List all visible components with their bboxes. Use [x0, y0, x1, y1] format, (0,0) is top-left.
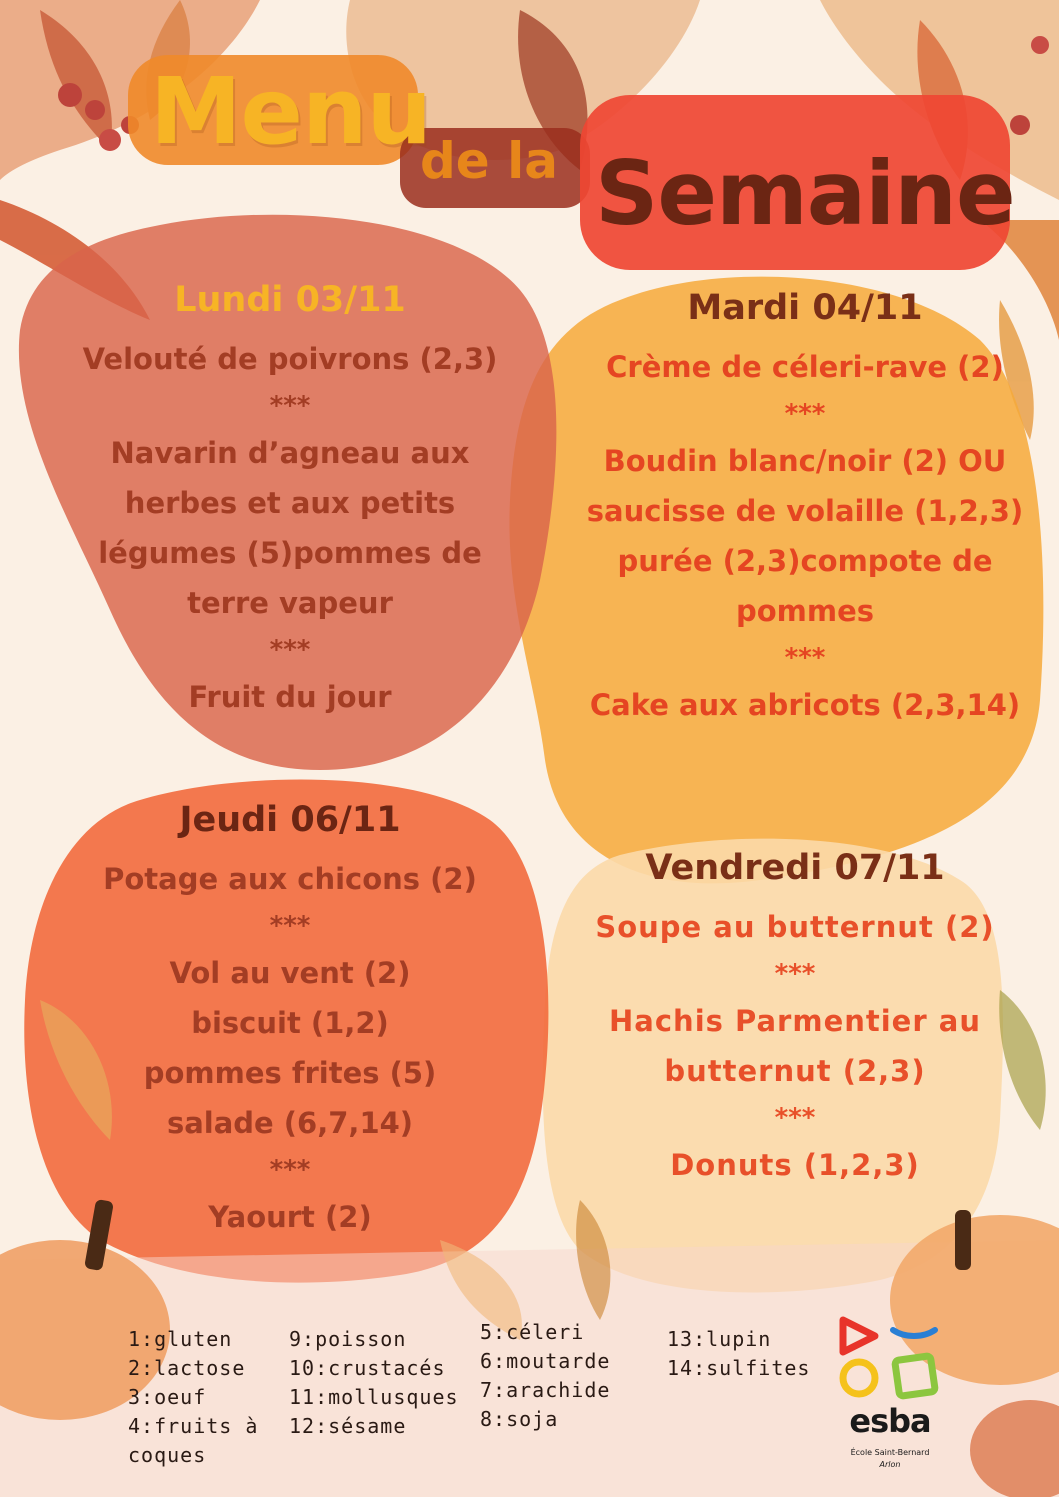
- allergen-item: 6:moutarde: [480, 1349, 611, 1373]
- day-lundi: [60, 280, 520, 722]
- day-title: Mardi 04/11: [687, 288, 923, 328]
- menu-line: Crème de céleri-rave (2): [606, 350, 1004, 384]
- logo-city: Arlon: [879, 1460, 901, 1469]
- separator: ***: [784, 643, 826, 673]
- allergen-item: 8:soja: [480, 1407, 559, 1431]
- allergen-item: 14:sulfites: [667, 1356, 811, 1380]
- allergen-item: 2:lactose: [128, 1356, 246, 1380]
- allergen-item: 4:fruits à: [128, 1414, 259, 1438]
- menu-line: pommes frites (5): [143, 1056, 437, 1090]
- menu-line: Boudin blanc/noir (2) OU: [603, 444, 1007, 478]
- allergen-item: 5:céleri: [480, 1320, 585, 1344]
- allergen-column-3: [480, 1318, 610, 1434]
- separator: ***: [269, 391, 311, 421]
- day-title: Lundi 03/11: [174, 280, 406, 320]
- menu-line: pommes: [735, 594, 875, 628]
- day-title: Vendredi 07/11: [645, 848, 945, 888]
- title-semaine: Semaine: [595, 142, 1015, 245]
- logo-name: esba: [849, 1402, 931, 1440]
- menu-line: saucisse de volaille (1,2,3): [586, 494, 1024, 528]
- day-title: Jeudi 06/11: [179, 800, 401, 840]
- menu-line: Vol au vent (2): [169, 956, 411, 990]
- allergen-item: 10:crustacés: [289, 1356, 446, 1380]
- allergen-column-4: [667, 1325, 810, 1383]
- allergen-item: 12:sésame: [289, 1414, 407, 1438]
- separator: ***: [784, 399, 826, 429]
- separator: ***: [269, 635, 311, 665]
- separator: ***: [774, 1103, 816, 1133]
- title-de-la: de la: [420, 132, 558, 190]
- allergen-item: coques: [128, 1443, 207, 1467]
- allergen-item: 13:lupin: [667, 1327, 772, 1351]
- menu-line: biscuit (1,2): [191, 1006, 389, 1040]
- menu-line: Yaourt (2): [208, 1200, 372, 1234]
- school-logo: [835, 1310, 945, 1480]
- menu-line: purée (2,3)compote de: [617, 544, 993, 578]
- menu-line: Cake aux abricots (2,3,14): [589, 688, 1021, 722]
- menu-line: Navarin d’agneau aux: [110, 436, 470, 470]
- menu-line: Velouté de poivrons (2,3): [82, 342, 498, 376]
- title-menu: Menu: [150, 58, 431, 165]
- menu-line: herbes et aux petits: [124, 486, 456, 520]
- allergen-item: 3:oeuf: [128, 1385, 207, 1409]
- allergen-item: 11:mollusques: [289, 1385, 459, 1409]
- logo-subtitle: École Saint-Bernard: [850, 1448, 930, 1457]
- separator: ***: [269, 911, 311, 941]
- allergen-item: 9:poisson: [289, 1327, 407, 1351]
- menu-line: Hachis Parmentier au: [609, 1004, 981, 1038]
- day-vendredi: [575, 848, 1015, 1190]
- menu-line: salade (6,7,14): [166, 1106, 414, 1140]
- menu-line: terre vapeur: [187, 586, 393, 620]
- menu-line: butternut (2,3): [664, 1054, 926, 1088]
- allergen-column-2: [289, 1325, 459, 1441]
- separator: ***: [774, 959, 816, 989]
- separator: ***: [269, 1155, 311, 1185]
- menu-line: Soupe au butternut (2): [595, 910, 995, 944]
- menu-line: Fruit du jour: [188, 680, 392, 714]
- allergen-item: 1:gluten: [128, 1327, 233, 1351]
- allergen-column-1: [128, 1325, 258, 1470]
- menu-line: Donuts (1,2,3): [670, 1148, 920, 1182]
- day-jeudi: [60, 800, 520, 1242]
- day-mardi: [565, 288, 1045, 730]
- menu-line: Potage aux chicons (2): [103, 862, 477, 896]
- menu-line: légumes (5)pommes de: [98, 536, 482, 570]
- allergen-item: 7:arachide: [480, 1378, 611, 1402]
